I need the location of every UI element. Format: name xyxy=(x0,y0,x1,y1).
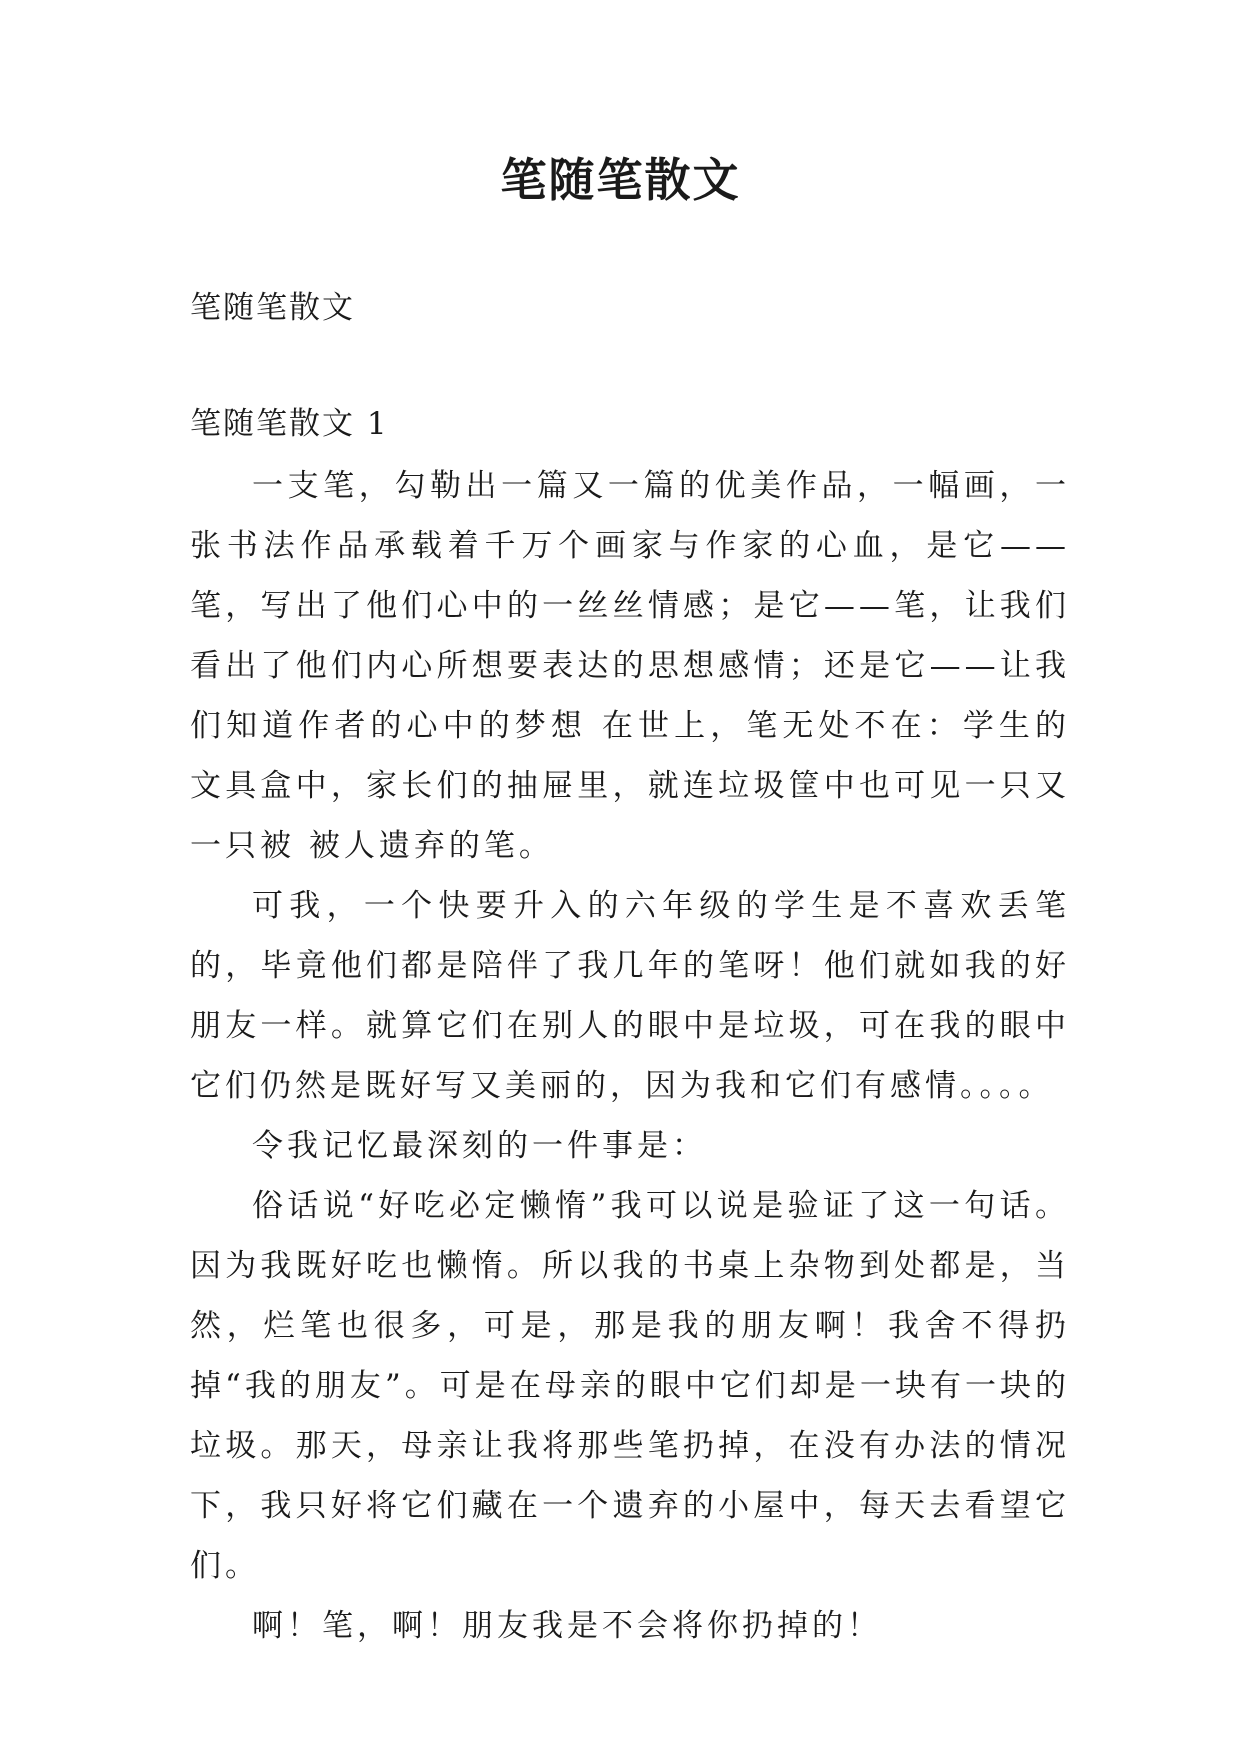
document-subtitle: 笔随笔散文 xyxy=(190,290,355,326)
paragraph: 令我记忆最深刻的一件事是： xyxy=(252,1128,707,1164)
document-body xyxy=(190,288,1070,1656)
paragraph: 俗话说“好吃必定懒惰”我可以说是验证了这一句话。因为我既好吃也懒惰。所以我的书桌上杂物到处都是，当然，烂笔也很多，可是，那是我的朋友啊！我舍不得扔掉“我的朋友”。可是在母亲的眼中它们却是一块有一块的垃圾。那天，母亲让我将那些笔扔掉，在没有办法的情况下，我只好将它们藏在一个遗弃的小屋中，每天去看望它们。 xyxy=(190,1188,1070,1584)
paragraph: 一支笔，勾勒出一篇又一篇的优美作品，一幅画，一张书法作品承载着千万个画家与作家的心血，是它——笔，写出了他们心中的一丝丝情感；是它——笔，让我们看出了他们内心所想要表达的思想感情；还是它——让我们知道作者的心中的梦想 在世上，笔无处不在：学生的文具盒中，家长们的抽屉里，就连垃圾筐中也可见一只又一只被 被人遗弃的笔。 xyxy=(190,468,1070,864)
document-title: 笔随笔散文 xyxy=(500,153,741,207)
paragraph: 可我，一个快要升入的六年级的学生是不喜欢丢笔的，毕竟他们都是陪伴了我几年的笔呀！他们就如我的好朋友一样。就算它们在别人的眼中是垃圾，可在我的眼中它们仍然是既好写又美丽的，因为我和它们有感情。。。。 xyxy=(190,888,1070,1104)
paragraph: 啊！笔，啊！朋友我是不会将你扔掉的！ xyxy=(252,1608,882,1644)
section-heading: 笔随笔散文 1 xyxy=(190,406,389,442)
